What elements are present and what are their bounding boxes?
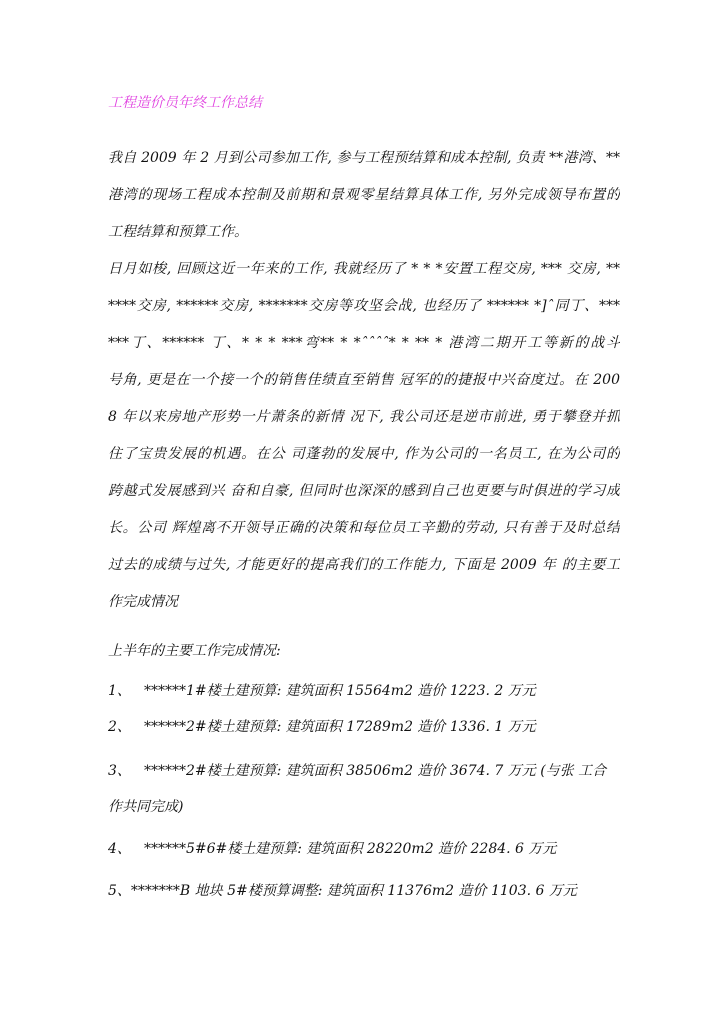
list-item xyxy=(108,716,536,736)
text-line: ****交房, ******交房, *******交房等攻坚会战, 也经历了 ****** *]ˆ同丁、*** xyxy=(108,298,620,314)
list-item-number: 2、 xyxy=(108,719,131,735)
list-item-text: ******5#6#楼土建预算: 建筑面积 28220m2 造价 2284. 6 万元 xyxy=(144,841,557,857)
list-item-number: 3、 xyxy=(108,763,131,779)
list-item xyxy=(108,760,606,780)
paragraph-review xyxy=(108,251,620,621)
text-line: 过去的成绩与过失, 才能更好的提高我们的工作能力, 下面是 2009 年 的主要工 xyxy=(108,557,620,573)
text-line: 日月如梭, 回顾这近一年来的工作, 我就经历了 * * *安置工程交房, *** 交房, ** xyxy=(108,261,620,277)
text-line: 号角, 更是在一个接一个的销售佳绩直至销售 冠军的的捷报中兴奋度过。在 200 xyxy=(108,372,620,388)
text-line: ***丁、****** 丁、* * * ***弯** * *ˆˆˆˆ* * ** * 港湾二期开工等新的战斗 xyxy=(108,335,620,351)
list-item-text: ******2#楼土建预算: 建筑面积 38506m2 造价 3674. 7 万元 (与张 工合 xyxy=(144,763,607,779)
text-line: 作完成情况 xyxy=(108,594,178,610)
list-item-number: 5、 xyxy=(108,883,131,899)
list-item-text: ******1#楼土建预算: 建筑面积 15564m2 造价 1223. 2 万元 xyxy=(144,683,536,699)
text-line: 工程结算和预算工作。 xyxy=(108,224,248,240)
list-item xyxy=(108,838,556,858)
list-item-continuation xyxy=(108,796,183,816)
paragraph-intro xyxy=(108,140,620,251)
document-title: 工程造价员年终工作总结 xyxy=(108,95,262,111)
text-line: 住了宝贵发展的机遇。在公 司蓬勃的发展中, 作为公司的一名员工, 在为公司的 xyxy=(108,446,620,462)
text-line: 跨越式发展感到兴 奋和自豪, 但同时也深深的感到自己也更要与时俱进的学习成 xyxy=(108,483,620,499)
list-item-number: 1、 xyxy=(108,683,131,699)
list-item-text: ******2#楼土建预算: 建筑面积 17289m2 造价 1336. 1 万元 xyxy=(144,719,536,735)
list-item xyxy=(108,880,577,900)
list-item-text: 作共同完成) xyxy=(108,799,184,815)
list-item xyxy=(108,680,536,700)
text-line: 8 年以来房地产形势一片萧条的新情 况下, 我公司还是逆市前进, 勇于攀登并抓 xyxy=(108,409,620,425)
section-heading: 上半年的主要工作完成情况: xyxy=(108,643,281,659)
text-line: 我自 2009 年 2 月到公司参加工作, 参与工程预结算和成本控制, 负责 **港湾、** xyxy=(108,150,620,166)
list-item-number: 4、 xyxy=(108,841,131,857)
list-item-text: *******B 地块 5#楼预算调整: 建筑面积 11376m2 造价 1103. 6 万元 xyxy=(130,883,577,899)
text-line: 港湾的现场工程成本控制及前期和景观零星结算具体工作, 另外完成领导布置的 xyxy=(108,187,620,203)
text-line: 长。公司 辉煌离不开领导正确的决策和每位员工辛勤的劳动, 只有善于及时总结 xyxy=(108,520,620,536)
